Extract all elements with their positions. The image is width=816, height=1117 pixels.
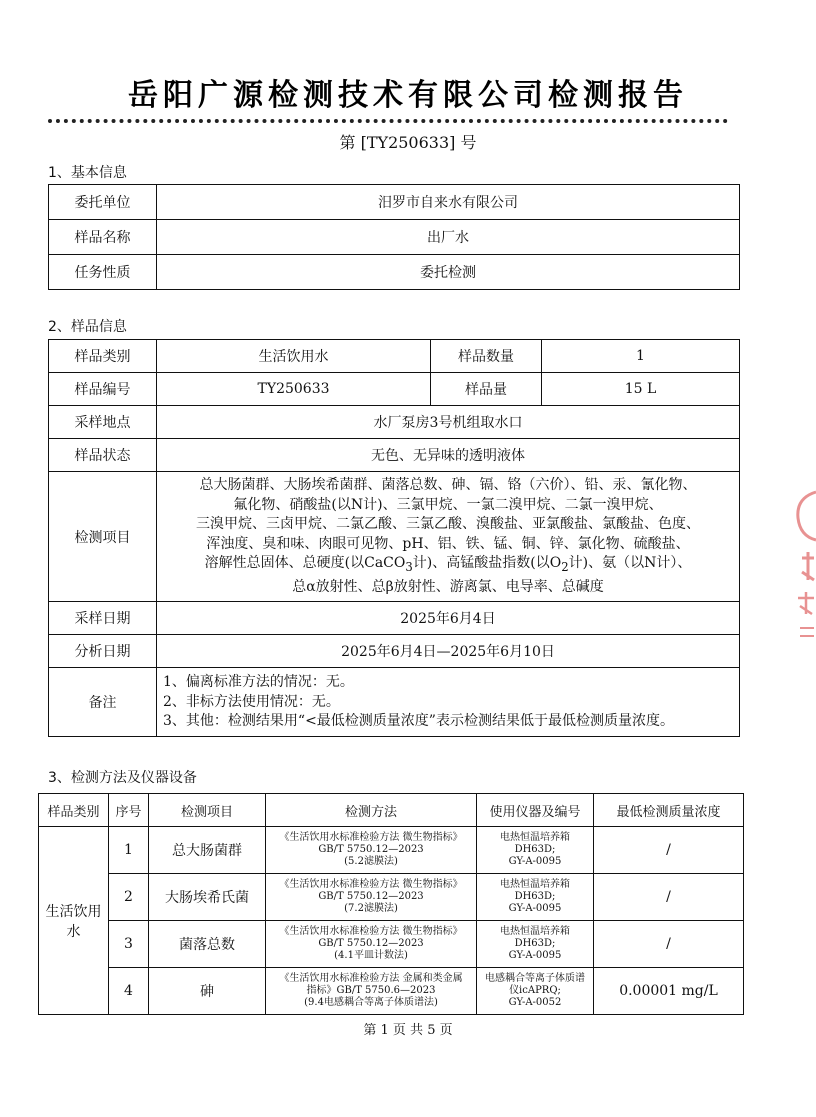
note-line: 2、非标方法使用情况：无。 [163, 693, 340, 710]
test-items-line: 总α放射性、总β放射性、游离氯、电导率、总碱度 [292, 578, 604, 595]
category-value: 生活饮用水 [157, 340, 431, 373]
instrument: 电热恒温培养箱 DH63D; GY-A-0095 [477, 874, 594, 921]
section-basic-info-heading: 1、基本信息 [48, 165, 127, 181]
test-items-line: 浑浊度、臭和味、肉眼可见物、pH、铝、铁、锰、铜、锌、氯化物、硫酸盐、 [206, 535, 690, 552]
analysis-date-value: 2025年6月4日—2025年6月10日 [157, 635, 740, 668]
table-row [39, 827, 744, 874]
test-items-line: 溶解性总固体、总硬度(以CaCO$_3$计)、高锰酸盐指数(以$O_2$计)、氨（以N计）、 [204, 555, 692, 575]
row-number: 4 [109, 968, 149, 1015]
test-method: 《生活饮用水标准检验方法 微生物指标》 GB/T 5750.12—2023 (5.2滤膜法) [266, 827, 477, 874]
test-item: 总大肠菌群 [149, 827, 266, 874]
client-value: 汨罗市自来水有限公司 [157, 185, 740, 220]
notes-label: 备注 [49, 668, 157, 737]
sample-name-label: 样品名称 [49, 220, 157, 255]
task-type-value: 委托检测 [157, 255, 740, 290]
sample-name-value: 出厂水 [157, 220, 740, 255]
methods-table [38, 793, 744, 1015]
items-label: 检测项目 [49, 472, 157, 602]
sample-amount-label: 样品量 [431, 373, 542, 406]
table-row [49, 439, 740, 472]
row-number: 1 [109, 827, 149, 874]
sample-code-value: TY250633 [157, 373, 431, 406]
quantity-label: 样品数量 [431, 340, 542, 373]
test-method: 《生活饮用水标准检验方法 微生物指标》 GB/T 5750.12—2023 (4.1平皿计数法) [266, 921, 477, 968]
table-row [49, 602, 740, 635]
notes [157, 668, 740, 737]
quantity-value: 1 [542, 340, 740, 373]
state-label: 样品状态 [49, 439, 157, 472]
table-row [49, 668, 740, 737]
title-divider [48, 119, 728, 123]
section-sample-info-heading: 2、样品信息 [48, 319, 127, 335]
instrument: 电热恒温培养箱 DH63D; GY-A-0095 [477, 921, 594, 968]
page-number: 第 1 页 共 5 页 [363, 1023, 453, 1038]
note-line: 1、偏离标准方法的情况：无。 [163, 673, 354, 690]
column-header: 最低检测质量浓度 [594, 794, 744, 827]
sample-code-label: 样品编号 [49, 373, 157, 406]
detection-limit: / [594, 827, 744, 874]
table-row [39, 921, 744, 968]
table-row [49, 472, 740, 602]
table-row [49, 373, 740, 406]
basic-info-table [48, 184, 740, 290]
column-header: 使用仪器及编号 [477, 794, 594, 827]
state-value: 无色、无异味的透明液体 [157, 439, 740, 472]
location-value: 水厂泵房3号机组取水口 [157, 406, 740, 439]
sampling-date-value: 2025年6月4日 [157, 602, 740, 635]
test-method: 《生活饮用水标准检验方法 微生物指标》 GB/T 5750.12—2023 (7.2滤膜法) [266, 874, 477, 921]
sampling-date-label: 采样日期 [49, 602, 157, 635]
table-row [49, 185, 740, 220]
test-method: 《生活饮用水标准检验方法 金属和类金属 指标》GB/T 5750.6—2023 (9.4电感耦合等离子体质谱法) [266, 968, 477, 1015]
table-header-row [39, 794, 744, 827]
column-header: 样品类别 [39, 794, 109, 827]
detection-limit: / [594, 921, 744, 968]
row-number: 3 [109, 921, 149, 968]
instrument: 电热恒温培养箱 DH63D; GY-A-0095 [477, 827, 594, 874]
task-type-label: 任务性质 [49, 255, 157, 290]
seal-stamp-fragment [788, 488, 816, 648]
table-row [49, 220, 740, 255]
section-methods-heading: 3、检测方法及仪器设备 [48, 770, 197, 786]
table-row [49, 406, 740, 439]
category-label: 样品类别 [49, 340, 157, 373]
test-item: 菌落总数 [149, 921, 266, 968]
test-items-line: 氟化物、硝酸盐(以N计)、三氯甲烷、一氯二溴甲烷、二氯一溴甲烷、 [233, 496, 663, 513]
test-item: 大肠埃希氏菌 [149, 874, 266, 921]
sample-category: 生活饮用水 [39, 827, 109, 1015]
note-line: 3、其他：检测结果用“<最低检测质量浓度”表示检测结果低于最低检测质量浓度。 [163, 713, 674, 730]
row-number: 2 [109, 874, 149, 921]
table-row [49, 255, 740, 290]
client-label: 委托单位 [49, 185, 157, 220]
location-label: 采样地点 [49, 406, 157, 439]
sample-info-table [48, 339, 740, 737]
report-title: 岳阳广源检测技术有限公司检测报告 [128, 78, 688, 113]
report-number: 第 [TY250633] 号 [339, 133, 477, 152]
table-row [39, 968, 744, 1015]
test-items [157, 472, 740, 602]
column-header: 检测项目 [149, 794, 266, 827]
detection-limit: / [594, 874, 744, 921]
table-row [49, 635, 740, 668]
test-items-line: 总大肠菌群、大肠埃希菌群、菌落总数、砷、镉、铬（六价）、铅、汞、氰化物、 [199, 477, 697, 493]
test-items-line: 三溴甲烷、三卤甲烷、二氯乙酸、三氯乙酸、溴酸盐、亚氯酸盐、氯酸盐、色度、 [196, 516, 700, 533]
test-item: 砷 [149, 968, 266, 1015]
column-header: 序号 [109, 794, 149, 827]
column-header: 检测方法 [266, 794, 477, 827]
sample-amount-value: 15 L [542, 373, 740, 406]
table-row [39, 874, 744, 921]
analysis-date-label: 分析日期 [49, 635, 157, 668]
table-row [49, 340, 740, 373]
instrument: 电感耦合等离子体质谱 仪icAPRQ; GY-A-0052 [477, 968, 594, 1015]
detection-limit: 0.00001 mg/L [594, 968, 744, 1015]
